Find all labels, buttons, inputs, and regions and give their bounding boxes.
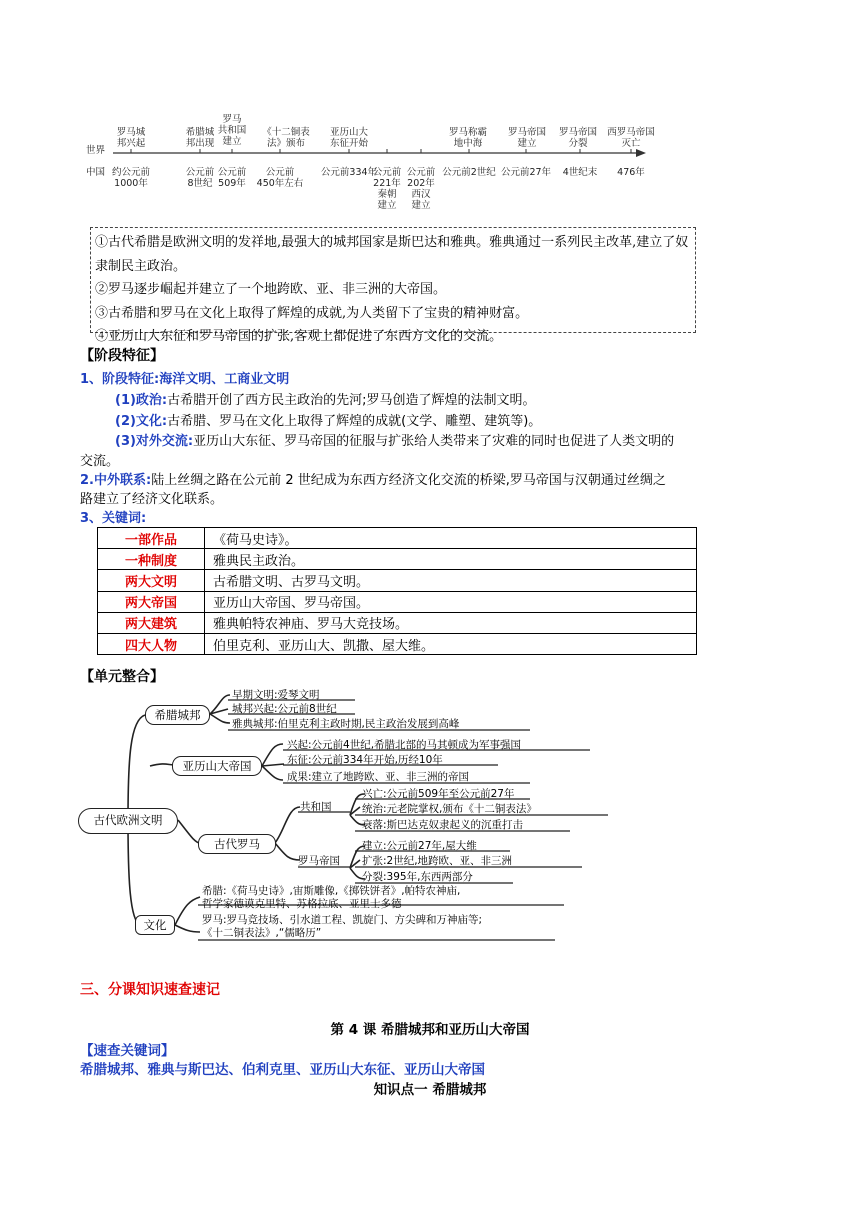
stage-item3: 3、关键词: <box>80 511 147 526</box>
exchange-cont: 交流。 <box>80 454 120 469</box>
greek-item-2: 城邦兴起:公元前8世纪 <box>232 703 337 715</box>
timeline-china-date: 4世纪末 <box>562 167 598 178</box>
timeline-china-date: 约公元前 1000年 <box>111 167 151 189</box>
timeline-world-event: 《十二铜表 法》颁布 <box>262 127 310 149</box>
timeline-china-date: 公元前 221年 秦朝 建立 <box>372 167 402 211</box>
exchange-text: 亚历山大东征、罗马帝国的征服与扩张给人类带来了灾难的同时也促进了人类文明的 <box>193 434 675 449</box>
summary-line-3: ③古希腊和罗马在文化上取得了辉煌的成就,为人类留下了宝贵的精神财富。 <box>95 305 529 321</box>
stage-item1: 1、阶段特征:海洋文明、工商业文明 <box>80 372 290 387</box>
timeline-china-date: 公元前 509年 <box>217 167 247 189</box>
timeline-world-event: 亚历山大 东征开始 <box>329 127 369 149</box>
knowledge-point-1: 知识点一 希腊城邦 <box>373 1082 487 1098</box>
timeline-world-event: 西罗马帝国 灭亡 <box>607 127 655 149</box>
keyword-key: 一种制度 <box>98 549 205 570</box>
keyword-value: 雅典帕特农神庙、罗马大竞技场。 <box>205 612 697 633</box>
node-alexander: 亚历山大帝国 <box>172 756 262 776</box>
keyword-value: 雅典民主政治。 <box>205 549 697 570</box>
item2-cont: 路建立了经济文化联系。 <box>80 492 224 507</box>
empire-item-2: 扩张:2世纪,地跨欧、亚、非三洲 <box>362 855 513 867</box>
stage-heading: 【阶段特征】 <box>80 348 164 364</box>
culture-text: 古希腊、罗马在文化上取得了辉煌的成就(文学、雕塑、建筑等)。 <box>167 414 542 429</box>
keyword-key: 两大帝国 <box>98 591 205 612</box>
republic-item-1: 兴亡:公元前509年至公元前27年 <box>362 788 515 800</box>
node-rome: 古代罗马 <box>198 834 276 854</box>
timeline-world-event: 罗马帝国 分裂 <box>558 127 598 149</box>
keyword-value: 《荷马史诗》。 <box>205 528 697 549</box>
republic-item-3: 衰落:斯巴达克奴隶起义的沉重打击 <box>362 819 524 831</box>
keyword-value: 伯里克利、亚历山大、凯撒、屋大维。 <box>205 633 697 654</box>
item2-text: 陆上丝绸之路在公元前 2 世纪成为东西方经济文化交流的桥梁,罗马帝国与汉朝通过丝绸之 <box>151 473 666 488</box>
timeline-world-event: 希腊城 邦出现 <box>185 127 215 149</box>
keyword-key: 四大人物 <box>98 633 205 654</box>
greek-item-3: 雅典城邦:伯里克利主政时期,民主政治发展到高峰 <box>232 718 460 730</box>
unit-heading: 【单元整合】 <box>80 669 164 685</box>
politics-label: (1)政治: <box>115 393 168 408</box>
timeline-world-event: 罗马 共和国 建立 <box>217 114 247 147</box>
node-culture: 文化 <box>135 915 175 935</box>
china-label: 中国 <box>86 167 106 178</box>
section3-heading: 三、分课知识速查速记 <box>80 982 220 998</box>
culture-label: (2)文化: <box>115 414 168 429</box>
quick-kw-text: 希腊城邦、雅典与斯巴达、伯利克里、亚历山大东征、亚历山大帝国 <box>80 1062 485 1078</box>
culture-greek-2: 哲学家德谟克里特、苏格拉底、亚里士多德 <box>202 898 402 910</box>
keyword-value: 亚历山大帝国、罗马帝国。 <box>205 591 697 612</box>
greek-item-1: 早期文明:爱琴文明 <box>232 689 320 701</box>
timeline-china-date: 公元前 202年 西汉 建立 <box>406 167 436 211</box>
empire-item-1: 建立:公元前27年,屋大维 <box>362 840 477 852</box>
keyword-key: 两大建筑 <box>98 612 205 633</box>
timeline-china-date: 公元前27年 <box>500 167 552 178</box>
timeline-world-event: 罗马城 邦兴起 <box>116 127 146 149</box>
timeline-china-date: 公元前2世纪 <box>442 167 496 178</box>
timeline-world-event: 罗马帝国 建立 <box>507 127 547 149</box>
timeline-china-date: 476年 <box>617 167 645 178</box>
culture-rome: 罗马:罗马竞技场、引水道工程、凯旋门、方尖碑和万神庙等; <box>202 914 483 926</box>
world-label: 世界 <box>86 145 106 156</box>
timeline-world-event: 罗马称霸 地中海 <box>448 127 488 149</box>
node-greek: 希腊城邦 <box>145 705 210 725</box>
summary-line-4: ④亚历山大东征和罗马帝国的扩张,客观上都促进了东西方文化的交流。 <box>95 329 503 344</box>
lesson-title: 第 4 课 希腊城邦和亚历山大帝国 <box>330 1022 530 1038</box>
keyword-key: 一部作品 <box>98 528 205 549</box>
alex-item-3: 成果:建立了地跨欧、亚、非三洲的帝国 <box>287 771 470 783</box>
keyword-key: 两大文明 <box>98 570 205 591</box>
empire-item-3: 分裂:395年,东西两部分 <box>362 871 473 883</box>
item2-label: 2.中外联系: <box>80 473 152 488</box>
mindmap-root: 古代欧洲文明 <box>78 808 178 834</box>
node-empire: 罗马帝国 <box>298 855 340 867</box>
keyword-value: 古希腊文明、古罗马文明。 <box>205 570 697 591</box>
republic-item-2: 统治:元老院掌权,颁布《十二铜表法》 <box>362 803 537 815</box>
alex-item-2: 东征:公元前334年开始,历经10年 <box>287 754 443 766</box>
timeline-china-date: 公元前334年 <box>320 167 378 178</box>
exchange-label: (3)对外交流: <box>115 434 194 449</box>
culture-rome-2: 《十二铜表法》,“儒略历” <box>202 927 322 939</box>
culture-greek: 希腊:《荷马史诗》,宙斯雕像,《掷铁饼者》,帕特农神庙, <box>202 885 461 897</box>
timeline-china-date: 公元前 450年左右 <box>256 167 304 189</box>
timeline-china-date: 公元前 8世纪 <box>185 167 215 189</box>
quick-kw-heading: 【速查关键词】 <box>80 1043 175 1059</box>
politics-text: 古希腊开创了西方民主政治的先河;罗马创造了辉煌的法制文明。 <box>167 393 536 408</box>
alex-item-1: 兴起:公元前4世纪,希腊北部的马其顿成为军事强国 <box>287 739 522 751</box>
summary-line-2: ②罗马逐步崛起并建立了一个地跨欧、亚、非三洲的大帝国。 <box>95 282 447 297</box>
summary-line-1: ①古代希腊是欧洲文明的发祥地,最强大的城邦国家是斯巴达和雅典。雅典通过一系列民主改革,建立了奴隶制民主政治。 <box>95 235 689 274</box>
node-republic: 共和国 <box>300 801 332 813</box>
